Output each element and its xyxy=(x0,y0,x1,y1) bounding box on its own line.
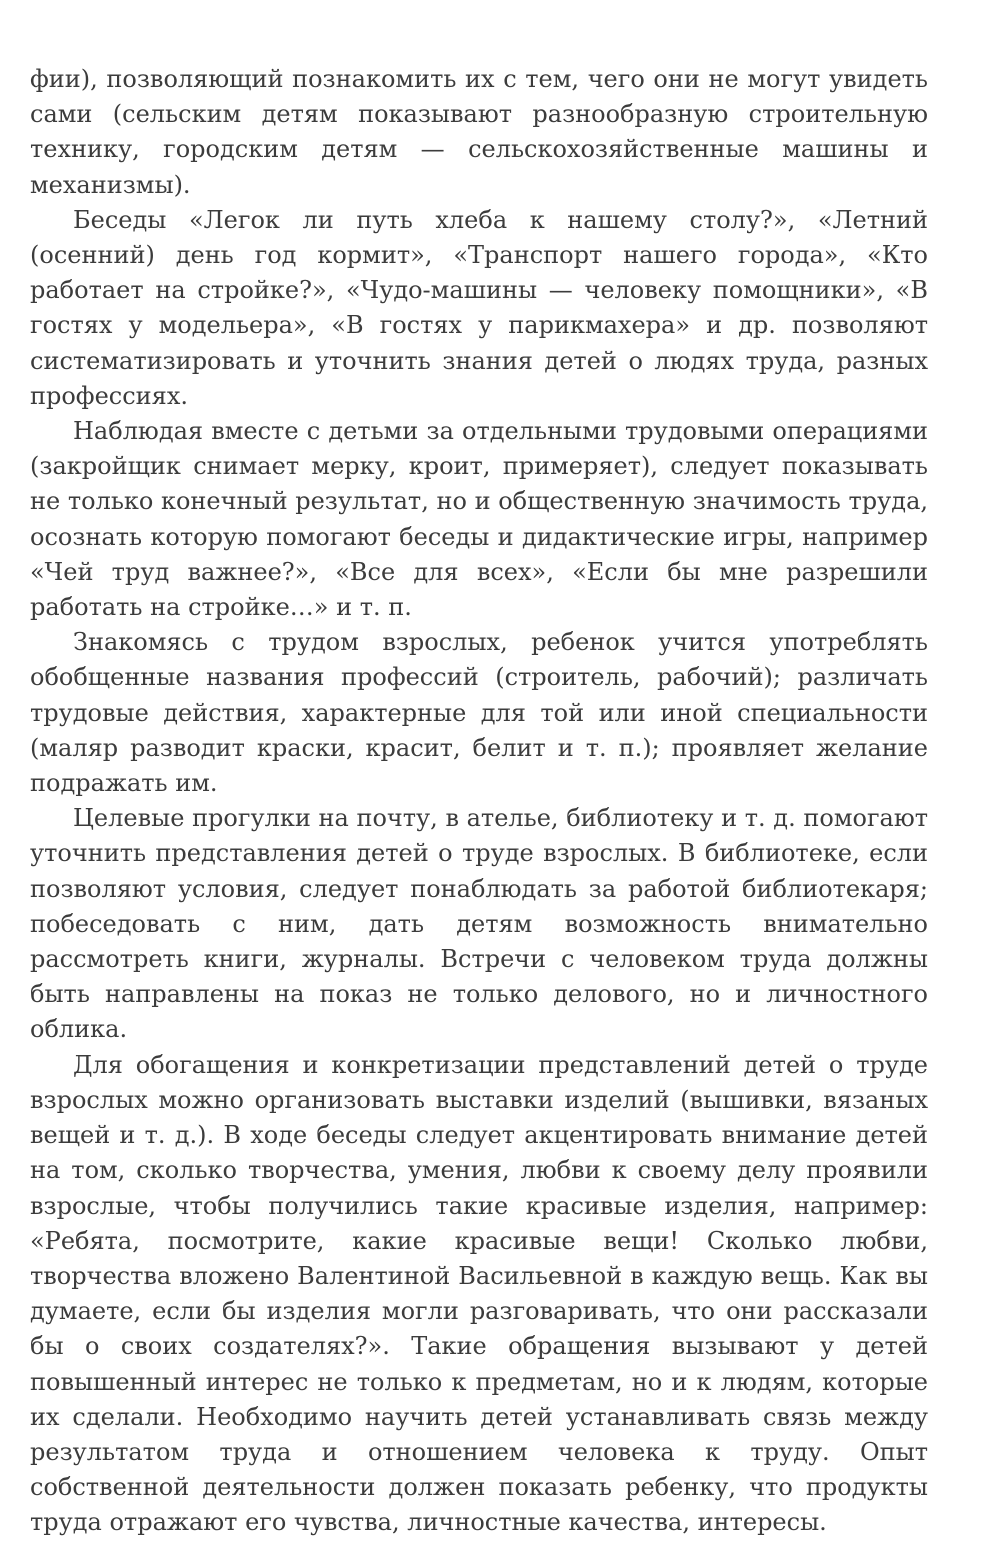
paragraph-observations: Наблюдая вместе с детьми за отдельными трудовыми операциями (закройщик снимает мерку, кроит, примеряет), следует показывать не только конечный результат, но и общественную значимость труда, осознать которую помогают беседы и дидактические игры, например «Чей труд важнее?», «Все для всех», «Если бы мне разрешили работать на стройке…» и т. п. xyxy=(30,417,928,622)
paragraph-exhibitions: Для обогащения и конкретизации представлений детей о труде взрослых можно организовать выставки изделий (вышивки, вязаных вещей и т. д.). В ходе беседы следует акцентировать внимание детей на том, сколько творчества, умения, любви к своему делу проявили взрослые, чтобы получились такие красивые изделия, например: «Ребята, посмотрите, какие красивые вещи! Сколько любви, творчества вложено Валентиной Васильевной в каждую вещь. Как вы думаете, если бы изделия могли разговаривать, что они рассказали бы о своих создателях?». Такие обращения вызывают у детей повышенный интерес не только к предметам, но и к людям, которые их сделали. Необходимо научить детей устанавливать связь между результатом труда и отношением человека к труду. Опыт собственной деятельности должен показать ребенку, что продукты труда отражают его чувства, личностные качества, интересы. xyxy=(30,1050,928,1537)
paragraph-conversations: Беседы «Легок ли путь хлеба к нашему столу?», «Летний (осенний) день год кормит», «Транспорт нашего города», «Кто работает на стройке?», «Чудо-машины — человеку помощники», «В гостях у модельера», «В гостях у парикмахера» и др. позволяют систематизировать и уточнить знания детей о людях труда, разных профессиях. xyxy=(30,205,928,410)
paragraph-excursions: Целевые прогулки на почту, в ателье, библиотеку и т. д. помогают уточнить представления детей о труде взрослых. В библиотеке, если позволяют условия, следует понаблюдать за работой библиотекаря; побеседовать с ним, дать детям возможность внимательно рассмотреть книги, журналы. Встречи с человеком труда должны быть направлены на показ не только делового, но и личностного облика. xyxy=(30,804,928,1044)
paragraph-professions: Знакомясь с трудом взрослых, ребенок учится употреблять обобщенные названия профессий (строитель, рабочий); различать трудовые действия, характерные для той или иной специальности (маляр разводит краски, красит, белит и т. п.); проявляет желание подражать им. xyxy=(30,628,928,798)
paragraph-continued: фии), позволяющий познакомить их с тем, чего они не могут увидеть сами (сельским детям показывают разнообразную строительную технику, городским детям — сельскохозяйственные машины и механизмы). xyxy=(30,65,928,199)
page-text-body xyxy=(30,62,928,1541)
